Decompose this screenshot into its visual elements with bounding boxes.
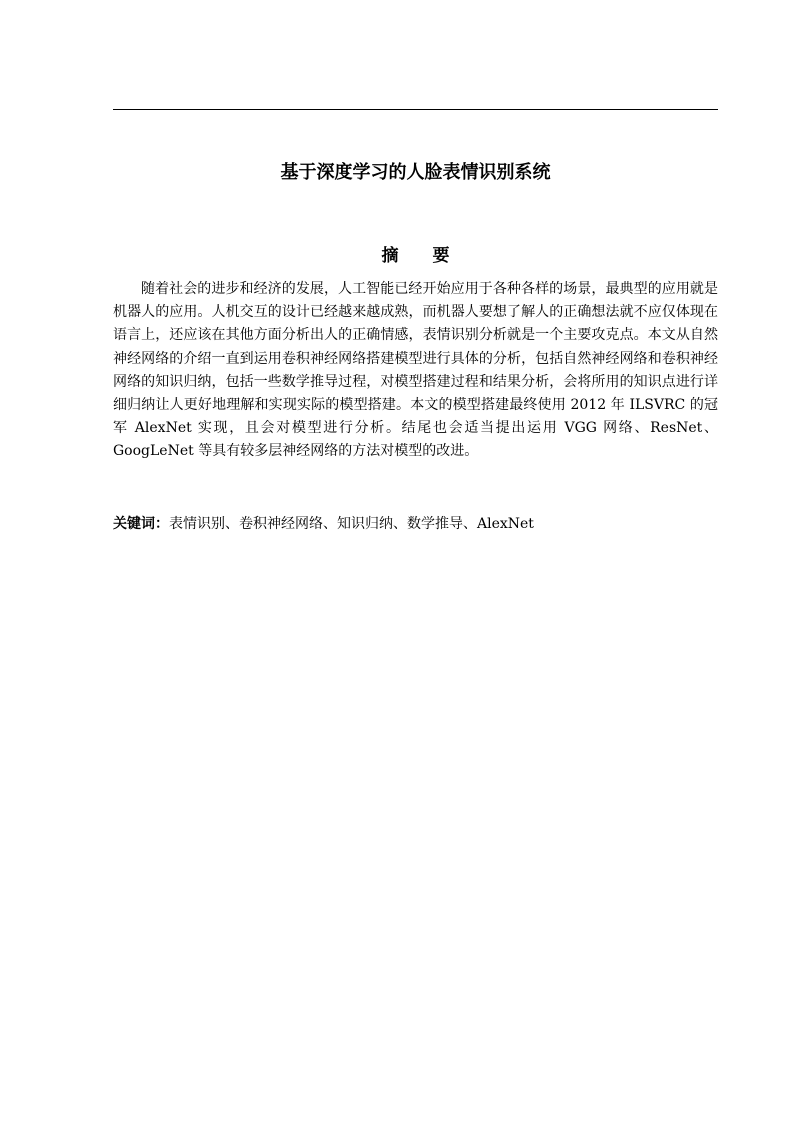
- keywords-text: 表情识别、卷积神经网络、知识归纳、数学推导、AlexNet: [169, 516, 534, 532]
- keywords-label: 关键词：: [113, 516, 169, 532]
- header-rule: [113, 109, 718, 110]
- keywords-line: [113, 513, 718, 536]
- document-title: 基于深度学习的人脸表情识别系统: [280, 162, 551, 183]
- abstract-body: 随着社会的进步和经济的发展，人工智能已经开始应用于各种各样的场景，最典型的应用就是机器人的应用。人机交互的设计已经越来越成熟，而机器人要想了解人的正确想法就不应仅体现在语言上，还应该在其他方面分析出人的正确情感，表情识别分析就是一个主要攻克点。本文从自然神经网络的介绍一直到运用卷积神经网络搭建模型进行具体的分析，包括自然神经网络和卷积神经网络的知识归纳，包括一些数学推导过程，对模型搭建过程和结果分析，会将所用的知识点进行详细归纳让人更好地理解和实现实际的模型搭建。本文的模型搭建最终使用 2012 年 ILSVRC 的冠军 AlexNet 实现，且会对模型进行分析。结尾也会适当提出运用 VGG 网络、ResNet、GoogLeNet 等具有较多层神经网络的方法对模型的改进。: [113, 281, 718, 460]
- abstract-heading: 摘 要: [381, 246, 464, 266]
